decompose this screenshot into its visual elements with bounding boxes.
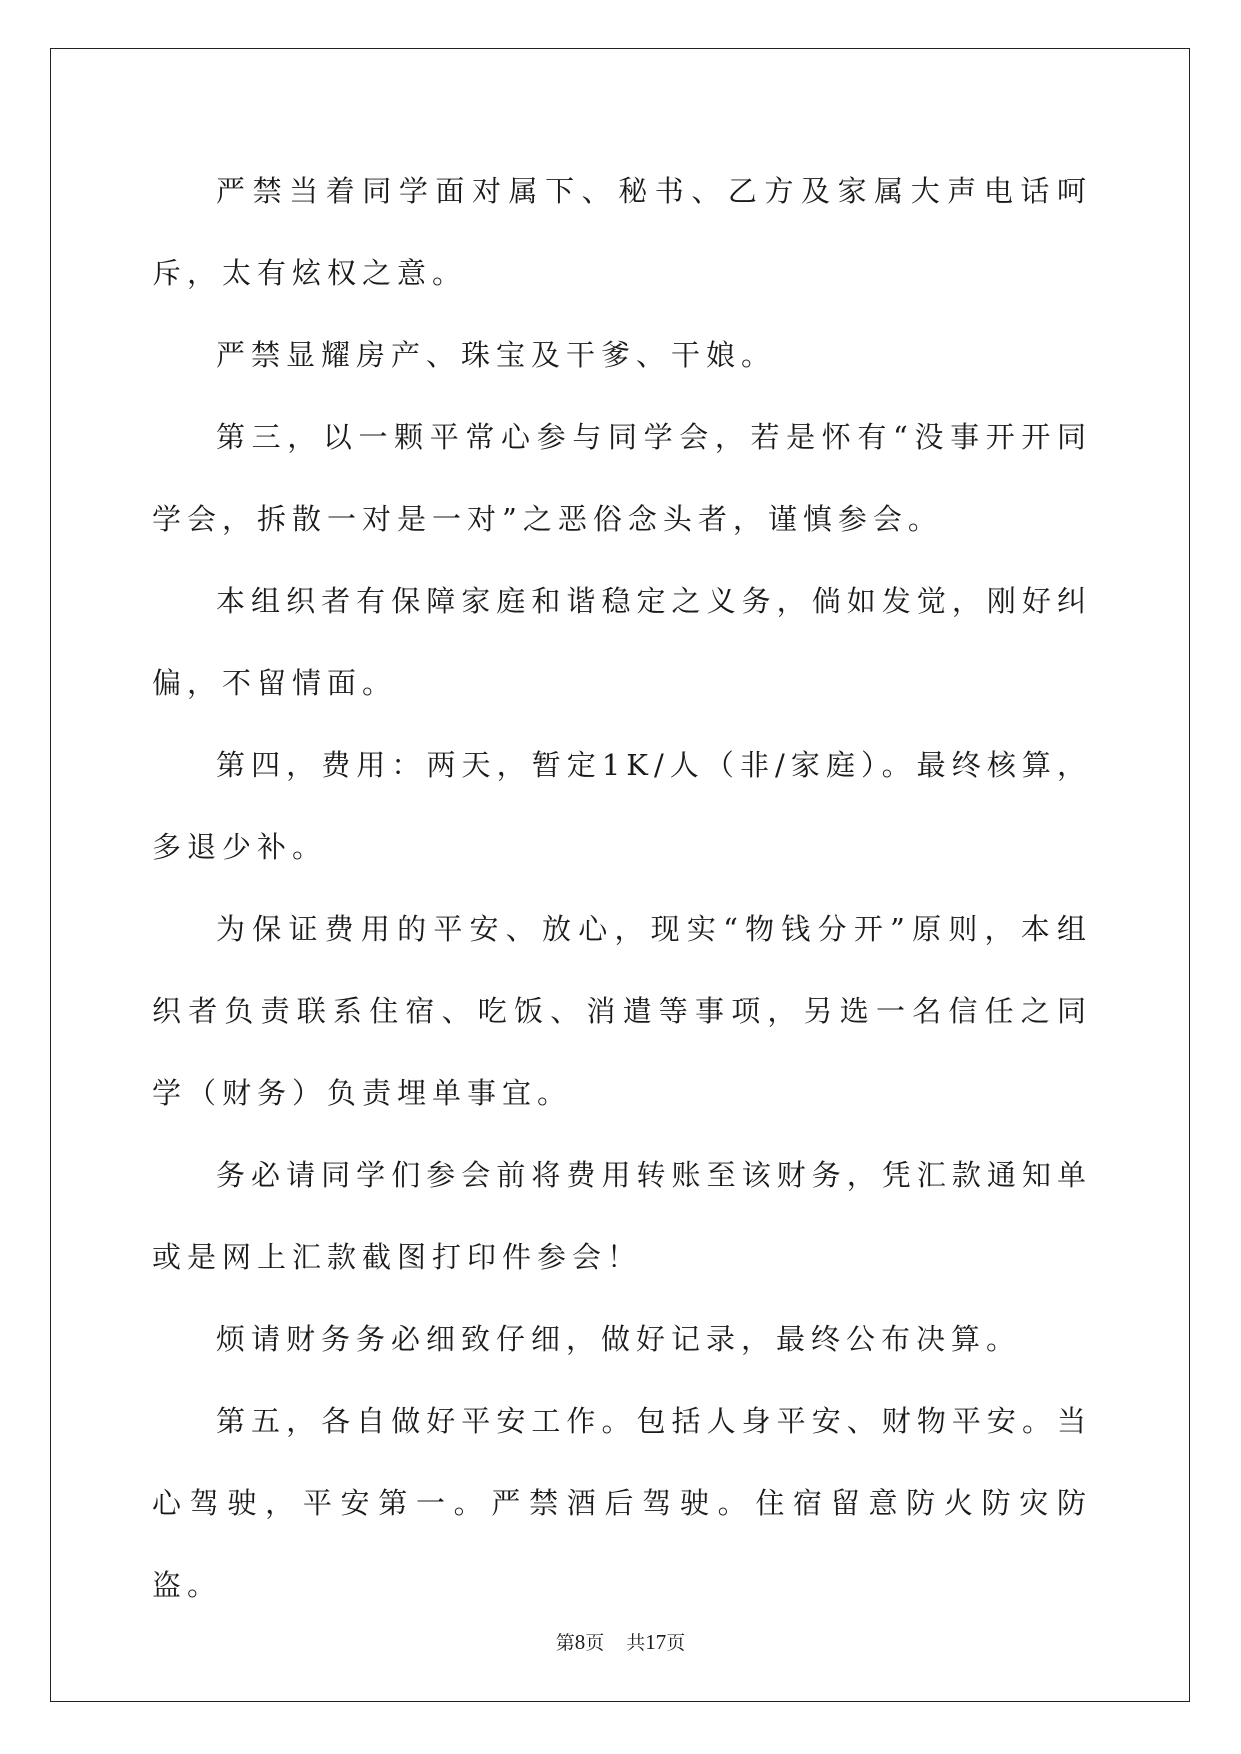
document-body bbox=[152, 150, 1092, 1626]
paragraph-5: 第四，费用：两天，暂定1K/人（非/家庭）。最终核算，多退少补。 bbox=[152, 748, 1092, 864]
paragraph-9: 第五，各自做好平安工作。包括人身平安、财物平安。当心驾驶，平安第一。严禁酒后驾驶。住宿留意防火防灾防盗。 bbox=[152, 1404, 1092, 1602]
page-suffix: 页 bbox=[585, 1632, 605, 1654]
page-footer bbox=[0, 1628, 1241, 1655]
paragraph-6: 为保证费用的平安、放心，现实“物钱分开”原则，本组织者负责联系住宿、吃饭、消遣等事项，另选一名信任之同学（财务）负责埋单事宜。 bbox=[152, 912, 1092, 1110]
paragraph-8: 烦请财务务必细致仔细，做好记录，最终公布决算。 bbox=[216, 1322, 1022, 1356]
total-pages: 17 bbox=[645, 1630, 667, 1654]
total-prefix: 共 bbox=[626, 1632, 646, 1654]
paragraph-1: 严禁当着同学面对属下、秘书、乙方及家属大声电话呵斥，太有炫权之意。 bbox=[152, 174, 1092, 290]
paragraph-7: 务必请同学们参会前将费用转账至该财务，凭汇款通知单或是网上汇款截图打印件参会！ bbox=[152, 1158, 1092, 1274]
total-suffix: 页 bbox=[666, 1632, 686, 1654]
paragraph-3: 第三，以一颗平常心参与同学会，若是怀有“没事开开同学会，拆散一对是一对”之恶俗念头者，谨慎参会。 bbox=[152, 420, 1092, 536]
page-number: 8 bbox=[574, 1630, 586, 1654]
paragraph-4: 本组织者有保障家庭和谐稳定之义务，倘如发觉，刚好纠偏，不留情面。 bbox=[152, 584, 1092, 700]
page-prefix: 第 bbox=[555, 1632, 575, 1654]
paragraph-2: 严禁显耀房产、珠宝及干爹、干娘。 bbox=[216, 338, 777, 372]
